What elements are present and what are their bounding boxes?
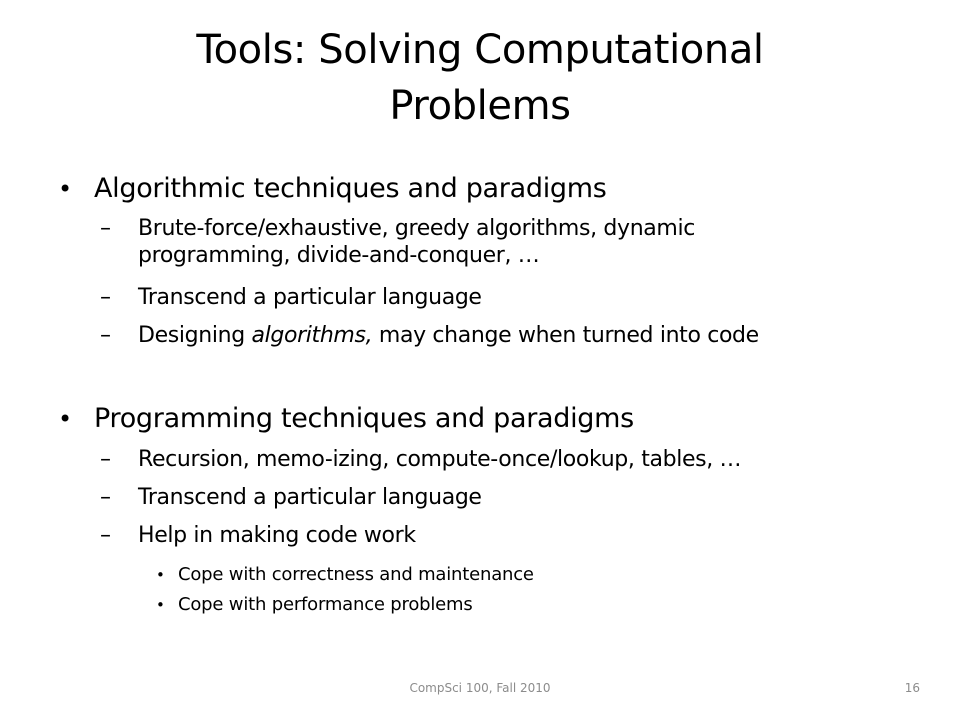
dash-marker: – (100, 323, 111, 348)
subbullet-brute-force-continuation: programming, divide-and-conquer, … (138, 243, 540, 268)
bullet-marker: • (58, 405, 72, 433)
subbullet-text: Brute-force/exhaustive, greedy algorithms, dynamic (138, 216, 696, 241)
subsubbullet-correctness (156, 563, 534, 587)
bullet-text: Programming techniques and paradigms (94, 403, 634, 434)
subbullet-designing-algorithms (100, 322, 759, 349)
subbullet-text-before: Designing (138, 323, 252, 348)
bullet-text: Algorithmic techniques and paradigms (94, 173, 607, 204)
dash-marker: – (100, 523, 111, 548)
bullet-marker: • (156, 566, 165, 584)
bullet-marker: • (156, 596, 165, 614)
slide-number: 16 (904, 681, 920, 695)
subsubbullet-text: Cope with correctness and maintenance (178, 564, 534, 585)
bullet-marker: • (58, 175, 72, 203)
title-line-1: Tools: Solving Computational (196, 27, 764, 73)
title-line-2: Problems (389, 83, 571, 129)
bullet-algorithmic-techniques (58, 172, 607, 206)
dash-marker: – (100, 285, 111, 310)
slide-title (80, 22, 880, 134)
subbullet-recursion (100, 446, 742, 473)
subbullet-text: Transcend a particular language (138, 485, 482, 510)
dash-marker: – (100, 216, 111, 241)
subbullet-text-italic: algorithms, (251, 323, 373, 348)
bullet-programming-techniques (58, 402, 634, 436)
dash-marker: – (100, 447, 111, 472)
subbullet-brute-force (100, 215, 696, 242)
subbullet-text-after: may change when turned into code (372, 323, 759, 348)
subbullet-text: Help in making code work (138, 523, 416, 548)
dash-marker: – (100, 485, 111, 510)
subbullet-transcend-language-2 (100, 484, 482, 511)
footer-text: CompSci 100, Fall 2010 (409, 681, 551, 695)
subbullet-text: Recursion, memo-izing, compute-once/lookup, tables, … (138, 447, 742, 472)
subsubbullet-performance (156, 593, 473, 617)
subbullet-transcend-language-1 (100, 284, 482, 311)
subsubbullet-text: Cope with performance problems (178, 594, 473, 615)
subbullet-text: Transcend a particular language (138, 285, 482, 310)
subbullet-help-code-work (100, 522, 416, 549)
